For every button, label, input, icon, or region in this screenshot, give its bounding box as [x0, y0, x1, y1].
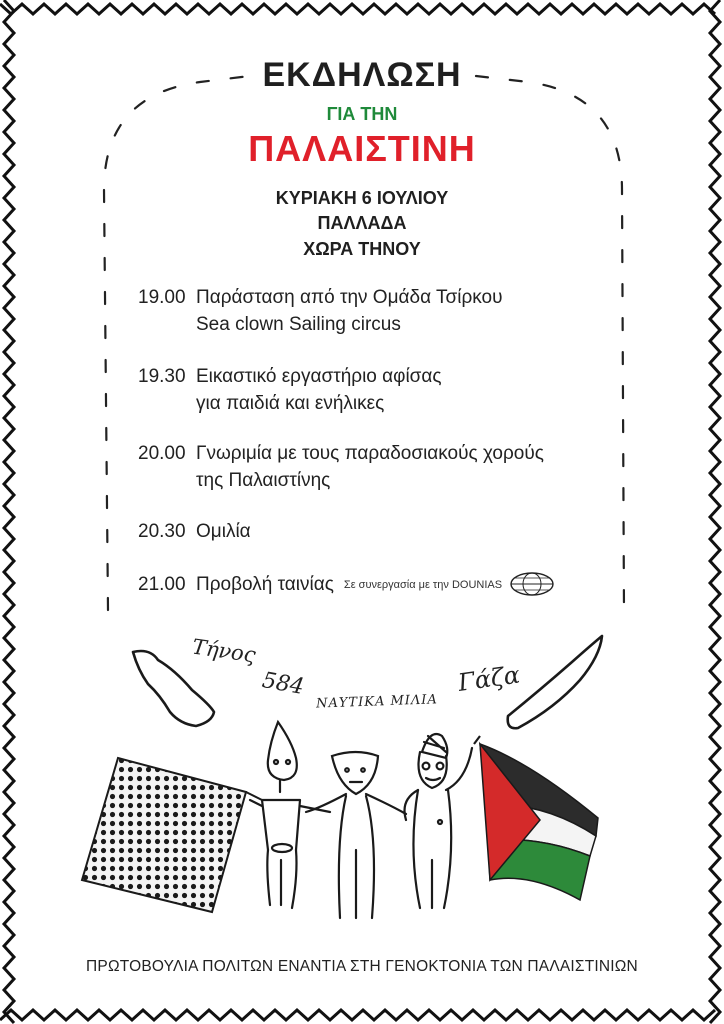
distance-label: ΝΑΥΤΙΚΑ ΜΙΛΙΑ	[315, 692, 439, 712]
program-title: Γνωριμία με τους παραδοσιακούς χορούς	[196, 443, 544, 464]
program-title: Παράσταση από την Ομάδα Τσίρκου	[196, 287, 503, 308]
collaboration-note: Σε συνεργασία με την DOUNIAS	[343, 579, 503, 591]
tinos-island-icon	[133, 651, 214, 726]
figure-middle	[306, 752, 406, 918]
program-time: 20.30	[138, 521, 186, 542]
event-subtitle: ΓΙΑ ΤΗΝ	[326, 104, 398, 124]
program-time: 19.30	[138, 366, 186, 387]
event-title: ΕΚΔΗΛΩΣΗ	[262, 56, 462, 94]
program-time: 21.00	[138, 574, 186, 595]
organizer-footer: ΠΡΩΤΟΒΟΥΛΙΑ ΠΟΛΙΤΩΝ ΕΝΑΝΤΙΑ ΣΤΗ ΓΕΝΟΚΤΟΝΙΑ ΤΩΝ ΠΑΛΑΙΣΤΙΝΙΩΝ	[86, 958, 638, 975]
program-detail: για παιδιά και ενήλικες	[196, 393, 385, 414]
event-date: ΚΥΡΙΑΚΗ 6 ΙΟΥΛΙΟΥ	[275, 188, 449, 208]
program-title: Εικαστικό εργαστήριο αφίσας	[196, 366, 442, 387]
event-town: ΧΩΡΑ ΤΗΝΟΥ	[303, 239, 421, 259]
event-place: ΠΑΛΛΑΔΑ	[317, 213, 407, 233]
keffiyeh-icon	[82, 758, 246, 912]
palestine-flag-icon	[480, 744, 598, 900]
program-detail: Sea clown Sailing circus	[196, 314, 401, 335]
figure-right	[405, 734, 473, 908]
program-title: Προβολή ταινίας	[196, 574, 334, 595]
program-title: Ομιλία	[196, 521, 251, 542]
program-detail: της Παλαιστίνης	[196, 470, 331, 491]
gaza-strip-icon	[508, 636, 602, 728]
tinos-label: Τήνος	[190, 634, 258, 668]
program-time: 19.00	[138, 287, 186, 308]
palestine-heading: ΠΑΛΑΙΣΤΙΝΗ	[248, 128, 476, 169]
figure-left	[250, 722, 330, 908]
gaza-label: Γάζα	[456, 660, 522, 697]
program-time: 20.00	[138, 443, 186, 464]
distance-number: 584	[260, 668, 306, 700]
